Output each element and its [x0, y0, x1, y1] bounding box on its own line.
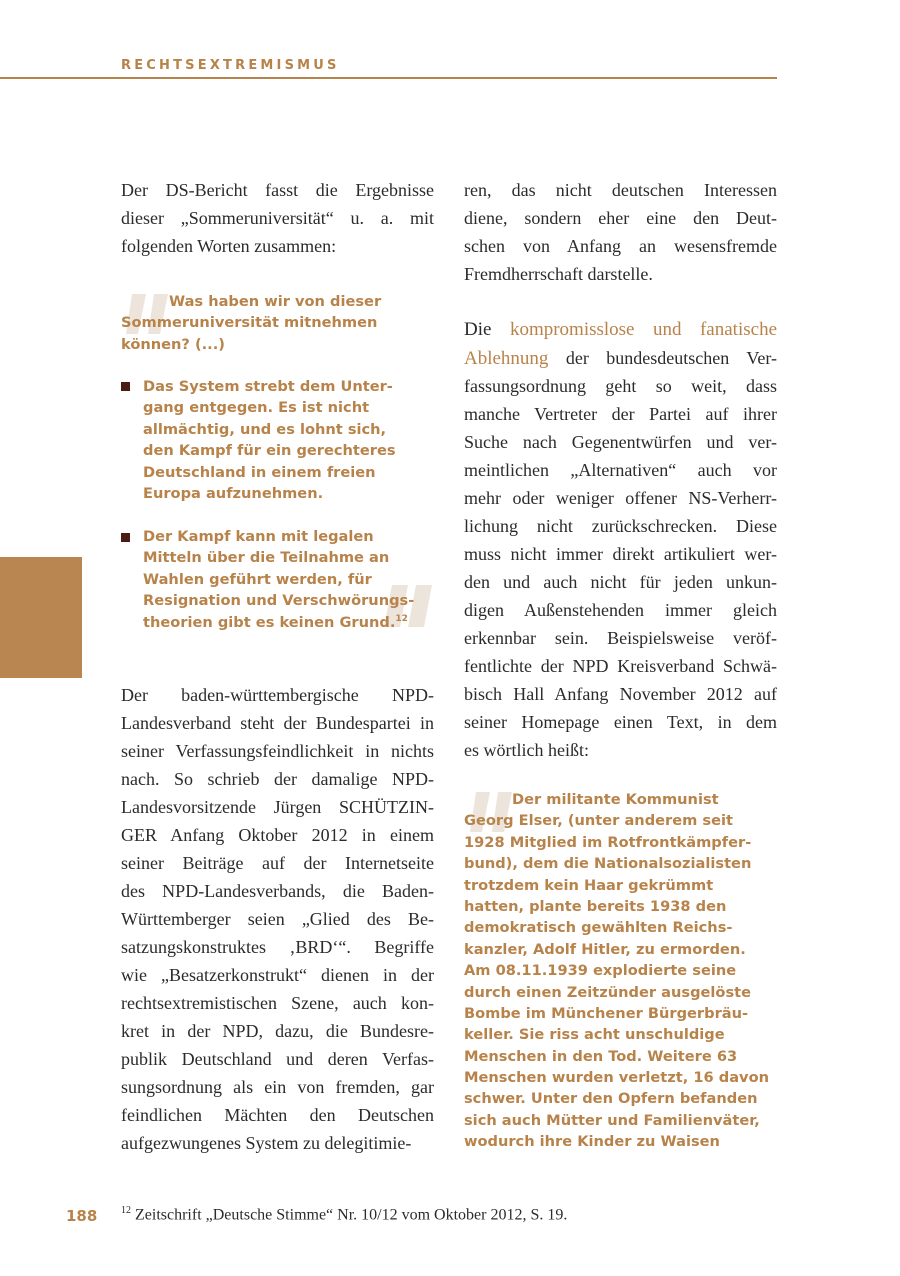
- text-line: mehr oder weniger offener NS-Verherr-: [464, 488, 777, 508]
- text-line: wodurch ihre Kinder zu Waisen: [464, 1133, 720, 1151]
- quote-bullet-2: [143, 526, 443, 633]
- footnote-number: 12: [121, 1205, 131, 1216]
- text-line: folgenden Worten zusammen:: [121, 236, 337, 256]
- highlighted-text: Ablehnung: [464, 348, 549, 369]
- text-line: satzungskonstruktes ‚BRD‘“. Begriffe: [121, 937, 434, 957]
- quote-line: Resignation und Verschwörungs-: [143, 592, 415, 610]
- text-line: kret in der NPD, dazu, die Bundesre-: [121, 1021, 434, 1041]
- text-line: kanzler, Adolf Hitler, zu ermorden.: [464, 940, 746, 958]
- text-line: Deutschland in einem freien: [143, 463, 376, 481]
- highlighted-text: kompromisslose und fanatische: [509, 319, 777, 340]
- quote-line: Sommeruniversität mitnehmen: [121, 314, 378, 332]
- text-line: keller. Sie riss acht unschuldige: [464, 1026, 725, 1044]
- text-line: Der DS-Bericht fasst die Ergebnisse: [121, 180, 434, 200]
- text-line: seiner Beiträge auf der Internetseite: [121, 853, 434, 873]
- text-line: sich auch Mütter und Familienväter,: [464, 1111, 760, 1129]
- text-line: Bombe im Münchener Bürgerbräu-: [464, 1004, 749, 1022]
- right-paragraph: [464, 316, 777, 764]
- text-line: seiner Homepage einen Text, in dem: [464, 712, 777, 732]
- text-line: meintlichen „Alternativen“ auch vor: [464, 460, 777, 480]
- quote-line: Der Kampf kann mit legalen: [143, 528, 374, 545]
- text-line: Württemberger seien „Glied des Be-: [121, 909, 434, 929]
- text-line: publik Deutschland und deren Verfas-: [121, 1049, 434, 1069]
- text-line: bund), dem die Nationalsozialisten: [464, 855, 752, 873]
- running-header: RECHTSEXTREMISMUS: [121, 58, 340, 73]
- text-line: sungsordnung als ein von fremden, gar: [121, 1077, 434, 1097]
- text-line: 1928 Mitglied im Rotfrontkämpfer-: [464, 833, 752, 851]
- page-number: 188: [66, 1207, 98, 1225]
- text-line: feindlichen Mächten den Deutschen: [121, 1105, 434, 1125]
- text-line: gang entgegen. Es ist nicht: [143, 399, 370, 417]
- text-line: digen Außenstehenden immer gleich: [464, 600, 777, 620]
- text-line: lichung nicht zurückschrecken. Diese: [464, 516, 777, 536]
- text-line: durch einen Zeitzünder ausgelöste: [464, 983, 752, 1001]
- text-line: Georg Elser, (unter anderem seit: [464, 812, 733, 830]
- quote-line: Mitteln über die Teilnahme an: [143, 549, 390, 567]
- paragraph-rest: [464, 372, 777, 764]
- bullet-square-icon: [121, 533, 130, 542]
- text-line: dieser „Sommeruniversität“ u. a. mit: [121, 208, 434, 228]
- text-line: des NPD-Landesverbands, die Baden-: [121, 881, 434, 901]
- text-line: aufgezwungenes System zu delegitimie-: [121, 1133, 412, 1153]
- text-line: Menschen wurden verletzt, 16 davon: [464, 1069, 769, 1087]
- right-continuation-paragraph: [464, 176, 777, 288]
- footnote: [121, 1205, 567, 1224]
- quote-line: [143, 612, 443, 633]
- chapter-tab-marker: [0, 557, 82, 678]
- text-line: es wörtlich heißt:: [464, 740, 589, 760]
- text-line: Der baden-württembergische NPD-: [121, 685, 434, 705]
- text: der bundesdeutschen Ver-: [548, 348, 777, 368]
- text-line: Europa aufzunehmen.: [143, 484, 324, 502]
- quote-line-text: theorien gibt es keinen Grund.: [143, 613, 396, 631]
- text-line: demokratisch gewählten Reichs-: [464, 919, 733, 937]
- footnote-text: Zeitschrift „Deutsche Stimme“ Nr. 10/12 vom Oktober 2012, S. 19.: [135, 1206, 568, 1224]
- bullet-square-icon: [121, 382, 130, 391]
- text-line: den und auch nicht für jeden unkun-: [464, 572, 777, 592]
- text-line: fentlichte der NPD Kreisverband Schwä-: [464, 656, 777, 676]
- text-line: schen von Anfang an wesensfremde: [464, 236, 777, 256]
- quote-intro: [121, 291, 441, 355]
- quote-elser: [464, 789, 784, 1153]
- footnote-ref[interactable]: 12: [395, 613, 408, 624]
- quote-bullet-1: [143, 376, 443, 504]
- quote-line: Wahlen geführt werden, für: [143, 570, 372, 588]
- text-line: bisch Hall Anfang November 2012 auf: [464, 684, 777, 704]
- text-line: seiner Verfassungsfeindlichkeit in nichts: [121, 741, 434, 761]
- text-line: Am 08.11.1939 explodierte seine: [464, 962, 737, 980]
- text-line: Der militante Kommunist: [512, 791, 719, 808]
- text-line: [464, 344, 777, 372]
- text-line: den Kampf für ein gerechteres: [143, 442, 396, 460]
- quote-line: können? (...): [121, 335, 225, 353]
- text-line: fassungsordnung geht so weit, dass: [464, 376, 777, 396]
- text-line: trotzdem kein Haar gekrümmt: [464, 876, 714, 894]
- text-line: Landesverband steht der Bundespartei in: [121, 713, 434, 733]
- text-line: nach. So schrieb der damalige NPD-: [121, 769, 434, 789]
- text-line: [464, 316, 777, 344]
- text-line: GER Anfang Oktober 2012 in einem: [121, 825, 434, 845]
- text-line: rechtsextremistischen Szene, auch kon-: [121, 993, 434, 1013]
- text-line: Suche nach Gegenentwürfen und ver-: [464, 432, 777, 452]
- left-body-paragraph: [121, 681, 434, 1157]
- text-line: Landesvorsitzende Jürgen SCHÜTZIN-: [121, 797, 434, 817]
- text-line: wie „Besatzerkonstrukt“ dienen in der: [121, 965, 434, 985]
- text: Die: [464, 319, 510, 340]
- text-line: ren, das nicht deutschen Interessen: [464, 180, 777, 200]
- text-line: Fremdherrschaft darstelle.: [464, 264, 653, 284]
- text-line: erkennbar sein. Beispielsweise veröf-: [464, 628, 777, 648]
- header-rule: [0, 77, 777, 79]
- text-line: Das System strebt dem Unter-: [143, 378, 393, 395]
- text-line: diene, sondern eher eine den Deut-: [464, 208, 777, 228]
- quote-line: Was haben wir von dieser: [169, 293, 382, 310]
- text-line: Menschen in den Tod. Weitere 63: [464, 1047, 738, 1065]
- text-line: muss nicht immer direkt artikuliert wer-: [464, 544, 777, 564]
- left-intro-paragraph: [121, 176, 434, 260]
- text-line: schwer. Unter den Opfern befanden: [464, 1090, 758, 1108]
- text-line: allmächtig, und es lohnt sich,: [143, 420, 387, 438]
- text-line: manche Vertreter der Partei auf ihrer: [464, 404, 777, 424]
- text-line: hatten, plante bereits 1938 den: [464, 897, 727, 915]
